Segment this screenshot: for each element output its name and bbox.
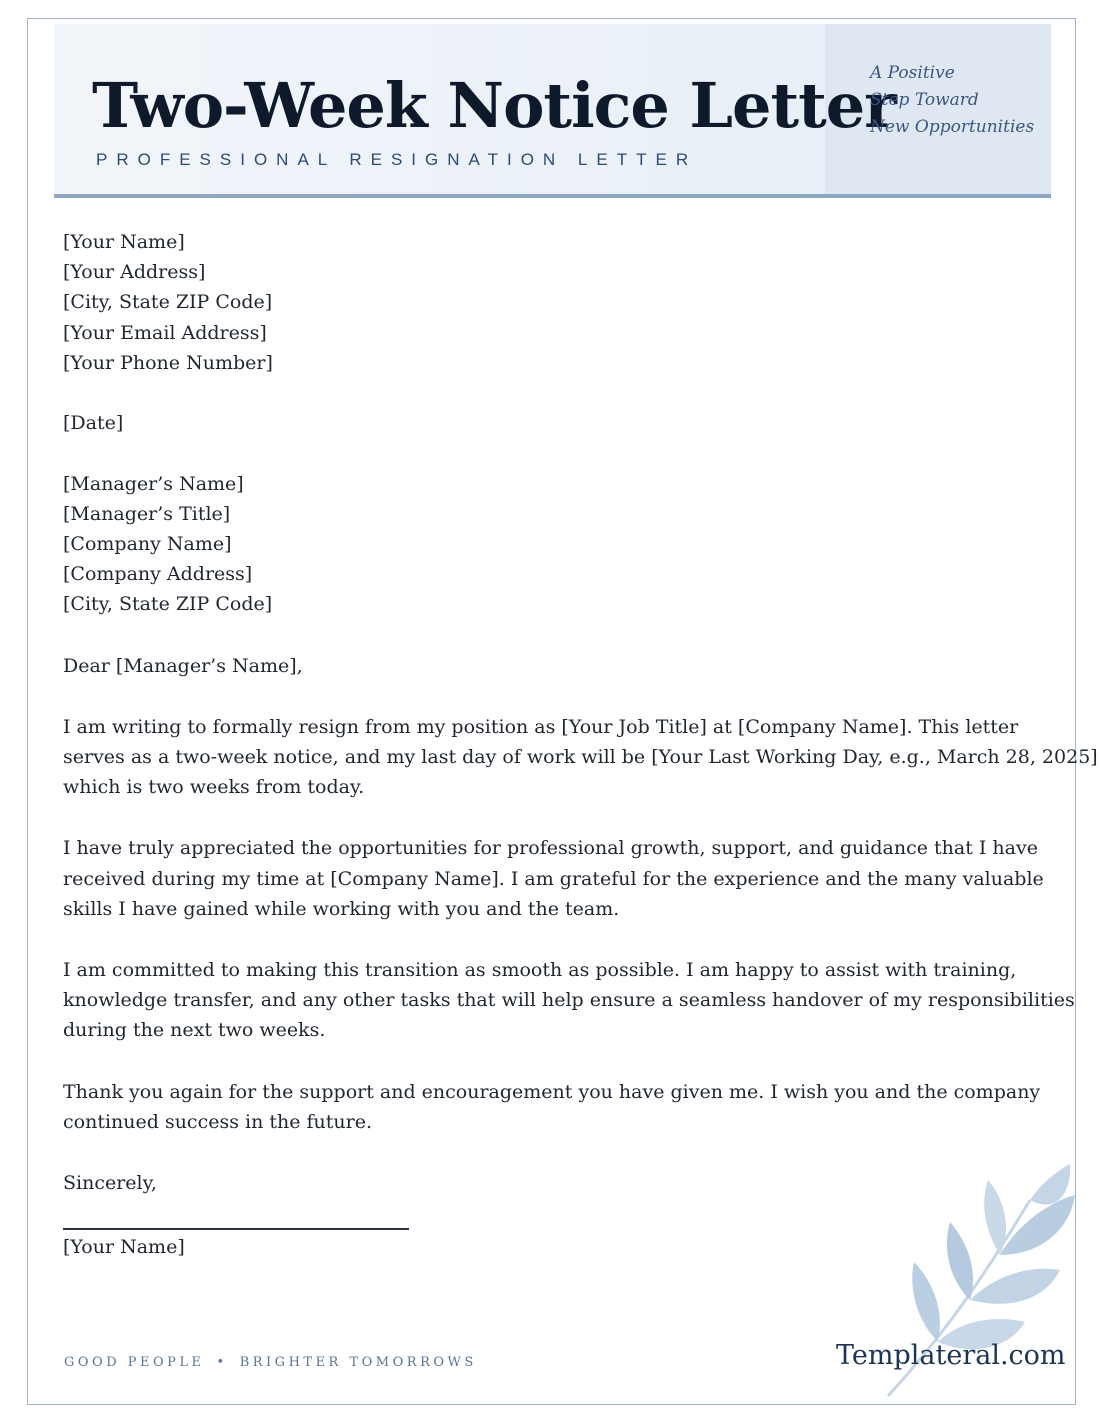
recipient-city: [City, State ZIP Code]	[63, 593, 273, 616]
signature-name: [Your Name]	[63, 1235, 185, 1258]
recipient-block	[63, 469, 1053, 620]
sender-phone: [Your Phone Number]	[63, 351, 273, 374]
paragraph-line: skills I have gained while working with you and the team.	[63, 897, 620, 920]
body-paragraph	[63, 712, 1098, 803]
document-subtitle: PROFESSIONAL RESIGNATION LETTER	[96, 150, 698, 169]
body-paragraph	[63, 955, 1075, 1046]
paragraph-line: knowledge transfer, and any other tasks that will help ensure a seamless handover of my responsibilities	[63, 989, 1075, 1012]
footer-motto-part: BRIGHTER TOMORROWS	[239, 1355, 477, 1370]
paragraph-line: continued success in the future.	[63, 1110, 373, 1133]
sender-email: [Your Email Address]	[63, 321, 267, 344]
body-paragraph	[63, 833, 1053, 924]
recipient-company: [Company Name]	[63, 533, 232, 555]
sender-city: [City, State ZIP Code]	[63, 291, 273, 314]
closing: Sincerely,	[63, 1172, 157, 1195]
letter-date: [Date]	[63, 412, 124, 435]
sender-address: [Your Address]	[63, 261, 206, 284]
paragraph-line: I am writing to formally resign from my position as [Your Job Title] at [Company Name]. This letter	[63, 715, 1019, 738]
paragraph-line: serves as a two-week notice, and my last day of work will be [Your Last Working Day, e.g., March 28, 2025]	[63, 746, 1098, 769]
signature-line	[63, 1228, 409, 1230]
paragraph-line: during the next two weeks.	[63, 1019, 326, 1042]
paragraph-line: Thank you again for the support and encouragement you have given me. I wish you and the company	[63, 1080, 1041, 1103]
paragraph-line: which is two weeks from today.	[63, 776, 365, 799]
letter-body	[63, 227, 1098, 1262]
recipient-address: [Company Address]	[63, 563, 253, 586]
footer-motto-part: GOOD PEOPLE	[64, 1355, 205, 1370]
paragraph-line: I am committed to making this transition as smooth as possible. I am happy to assist with training,	[63, 959, 1017, 982]
brand-logo-text: Templateral.com	[836, 1340, 1066, 1371]
tagline-line: Step Toward	[870, 90, 979, 110]
recipient-title: [Manager’s Title]	[63, 502, 231, 525]
header-tagline	[870, 60, 1034, 141]
salutation: Dear [Manager’s Name],	[63, 654, 303, 677]
tagline-line: New Opportunities	[870, 117, 1035, 137]
body-paragraph	[63, 1077, 1053, 1137]
sender-block	[63, 227, 1053, 378]
document-title: Two-Week Notice Letter	[92, 69, 896, 142]
tagline-line: A Positive	[870, 63, 955, 83]
footer-motto	[64, 1355, 477, 1370]
paragraph-line: I have truly appreciated the opportunities for professional growth, support, and guidance that I have	[63, 837, 1038, 860]
footer-separator: •	[216, 1355, 228, 1370]
sender-name: [Your Name]	[63, 231, 185, 253]
paragraph-line: received during my time at [Company Name]. I am grateful for the experience and the many valuable	[63, 867, 1044, 890]
header-divider	[54, 194, 1051, 198]
recipient-name: [Manager’s Name]	[63, 472, 244, 495]
